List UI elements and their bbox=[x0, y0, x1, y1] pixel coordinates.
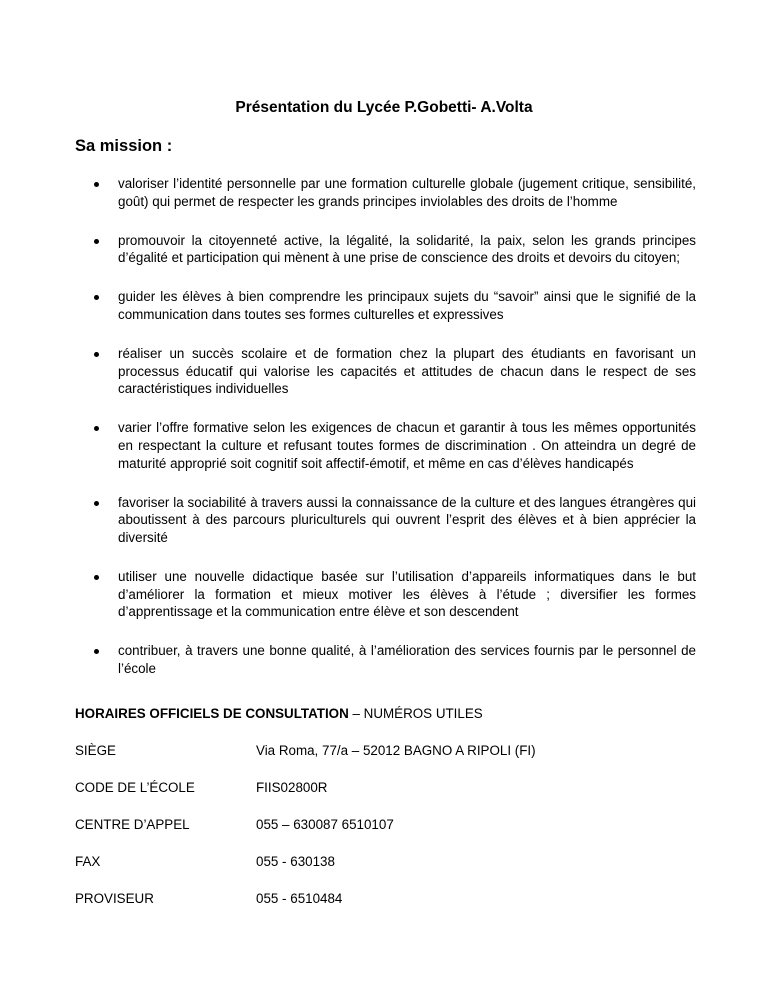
list-item-text: utiliser une nouvelle didactique basée sur l’utilisation d’appareils informatiques dans le but d’améliorer la formation et mieux motiver les élèves à l’étude ; diversifier les formes d’apprentissage et la communication entre élève et son descendent bbox=[118, 568, 696, 620]
list-item-text: favoriser la sociabilité à travers aussi la connaissance de la culture et des langues étrangères qui aboutissent à des parcours pluriculturels qui ouvrent l’esprit des élèves et à bien apprécier la diversité bbox=[118, 494, 696, 545]
hours-heading bbox=[75, 706, 483, 721]
mission-heading: Sa mission : bbox=[75, 137, 173, 155]
list-item-text: promouvoir la citoyenneté active, la légalité, la solidarité, la paix, selon les grands principes d’égalité et participation qui mènent à une prise de conscience des droits et devoirs du citoyen; bbox=[118, 232, 696, 266]
list-item-text: valoriser l’identité personnelle par une formation culturelle globale (jugement critique, sensibilité, goût) qui permet de respecter les grands principes inviolables des droits de l’homme bbox=[118, 176, 696, 209]
contact-value: 055 - 6510484 bbox=[256, 891, 343, 906]
hours-heading-rest: – NUMÉROS UTILES bbox=[348, 706, 483, 721]
contact-value: FIIS02800R bbox=[256, 780, 328, 795]
bullet-icon bbox=[94, 426, 99, 431]
list-item bbox=[118, 642, 696, 677]
bullet-icon bbox=[94, 649, 99, 654]
bullet-icon bbox=[94, 575, 99, 580]
list-item bbox=[118, 288, 696, 323]
contact-label: PROVISEUR bbox=[75, 891, 154, 906]
contact-value: 055 - 630138 bbox=[256, 854, 335, 869]
document-title: Présentation du Lycée P.Gobetti- A.Volta bbox=[235, 99, 533, 116]
contact-row bbox=[75, 817, 695, 854]
bullet-icon bbox=[94, 182, 99, 187]
contact-value: Via Roma, 77/a – 52012 BAGNO A RIPOLI (FI) bbox=[256, 743, 536, 758]
bullet-icon bbox=[94, 501, 99, 506]
list-item-text: réaliser un succès scolaire et de formation chez la plupart des étudiants en favorisant un processus éducatif qui valorise les capacités et attitudes de chacun dans le respect de ses caractéristiques individuelles bbox=[118, 346, 696, 397]
list-item bbox=[118, 175, 696, 210]
list-item bbox=[118, 494, 696, 547]
contact-label: CENTRE D’APPEL bbox=[75, 817, 190, 832]
contact-row bbox=[75, 743, 695, 780]
list-item-text: contribuer, à travers une bonne qualité, à l’amélioration des services fournis par le personnel de l’école bbox=[118, 643, 696, 676]
contact-label: SIÈGE bbox=[75, 743, 116, 758]
list-item bbox=[118, 232, 696, 267]
contact-row bbox=[75, 891, 695, 928]
list-item-text: varier l’offre formative selon les exigences de chacun et garantir à tous les mêmes opportunités en respectant la culture et refusant toutes formes de discrimination . On atteindra un degré de maturité approprié soit cognitif soit affectif-émotif, et même en cas d’élèves handicapés bbox=[118, 420, 696, 471]
contact-value: 055 – 630087 6510107 bbox=[256, 817, 394, 832]
hours-heading-bold: HORAIRES OFFICIELS DE CONSULTATION bbox=[75, 706, 349, 721]
list-item bbox=[118, 568, 696, 621]
bullet-icon bbox=[94, 295, 99, 300]
mission-list bbox=[118, 175, 696, 699]
contact-row bbox=[75, 854, 695, 891]
contact-row bbox=[75, 780, 695, 817]
list-item bbox=[118, 345, 696, 398]
contact-label: FAX bbox=[75, 854, 101, 869]
contact-table bbox=[75, 743, 695, 928]
list-item bbox=[118, 419, 696, 472]
bullet-icon bbox=[94, 239, 99, 244]
contact-label: CODE DE L’ÉCOLE bbox=[75, 780, 195, 795]
bullet-icon bbox=[94, 352, 99, 357]
list-item-text: guider les élèves à bien comprendre les principaux sujets du “savoir” ainsi que le signifié de la communication dans toutes ses formes culturelles et expressives bbox=[118, 289, 696, 322]
